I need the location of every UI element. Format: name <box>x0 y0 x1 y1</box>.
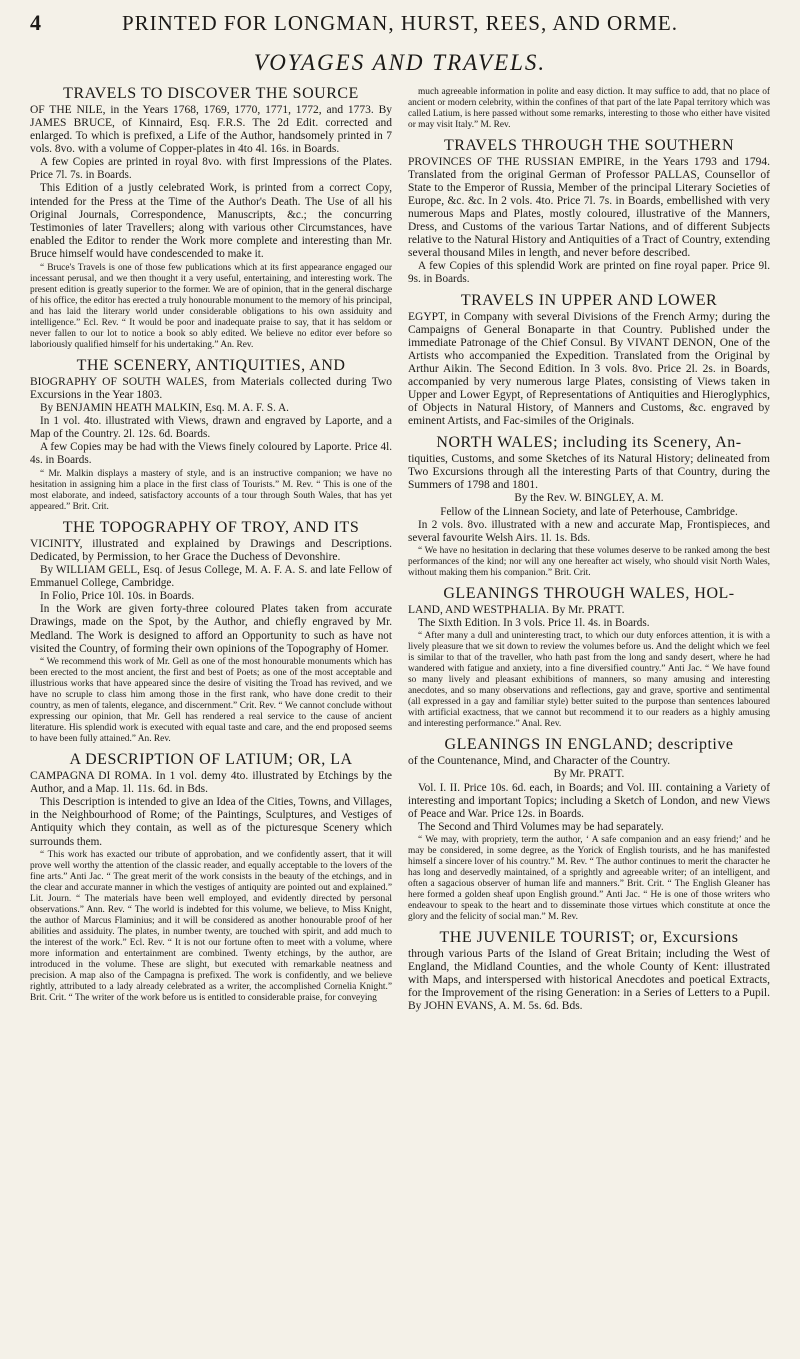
entry-review-quote: much agreeable information in polite and easy diction. It may suffice to add, that no place of ancient or modern celebrity, within the confines of that part of the late Papal territory which was called Latium, is here passed without some remarks, interesting to those who either have visited or may visit Italy.” M. Rev. <box>408 87 770 130</box>
entry-review-quote: “ This work has exacted our tribute of approbation, and we confidently assert, that it will prove well worthy the attention of the classic reader, and equally acceptable to the lovers of the fine arts.” Anti Jac. “ The great merit of the work consists in the beauty of the etchings, and in the clear and accurate manner in which the vestiges of antiquity are pointed out and explained.” Lit. Journ. “ The materials have been well employed, and evidently directed by personal observations.” Ann. Rev. “ The world is indebted for this volume, we believe, to Miss Knight, the author of Marcus Flaminius; and it will be considered as another honourable proof of her abilities and assiduity. The plates, in number twenty, are touched with spirit, and add much to the interest of the work.” Ecl. Rev. “ It is not our fortune often to meet with a volume, where more information and entertainment are combined. Twenty etchings, by the author, are introduced in the volume. These are slight, but executed with remarkable neatness and precision. A map also of the Campagna is prefixed. The work is confidently, and we believe rightly, attributed to a lady already celebrated as a writer, the accomplished Cornelia Knight.” Brit. Crit. “ The writer of the work before us is entitled to considerable praise, for conveying <box>30 849 392 1003</box>
catalogue-entry <box>30 358 392 513</box>
entry-heading: OF THE NILE, in the Years 1768, 1769, 1770, 1771, 1772, and 1773. By JAMES BRUCE, of Kinnaird, Esq. F.R.S. The 2d Edit. corrected and enlarged. To which is prefixed, a Life of the Author, handsomely printed in 7 vols. 8vo. with a volume of Copper-plates in 4to 4l. 16s. in Boards. <box>30 104 392 155</box>
entry-title: NORTH WALES; including its Scenery, An- <box>436 434 742 452</box>
entry-author-line: By the Rev. W. BINGLEY, A. M. <box>514 492 664 505</box>
catalogue-entry <box>30 752 392 1004</box>
entry-heading: EGYPT, in Company with several Divisions of the French Army; during the Campaigns of General Bonaparte in that Country. Published under the immediate Patronage of the Chief Consul. By VIVANT DENON, One of the Artists who accompanied the Expedition. Translated from the Original by Arthur Aikin. The Second Edition. In 3 vols. 8vo. Price 2l. 2s. in Boards, accompanied by very numerous large Plates, consisting of Views taken in Upper and Lower Egypt, of Representations of Antiquities and Hieroglyphics, of Objects in Natural History, of Manners and Customs, &c. engraved by eminent Artists, and Fac-similes of the Originals. <box>408 311 770 428</box>
entry-title: THE JUVENILE TOURIST; or, Excursions <box>439 929 739 947</box>
entry-paragraph: A few Copies are printed in royal 8vo. with first Impressions of the Plates. Price 7l. 7s. in Boards. <box>30 156 392 182</box>
entry-paragraph: In the Work are given forty-three coloured Plates taken from accurate Drawings, made on the Spot, by the Author, and chiefly engraved by Mr. Medland. The Work is designed to afford an Opportunity to such as have not visited the Country, of forming their own opinions of the Topography of Homer. <box>30 603 392 655</box>
entry-title: GLEANINGS IN ENGLAND; descriptive <box>444 736 734 754</box>
entry-heading: through various Parts of the Island of Great Britain; including the West of England, the Midland Counties, and the whole County of Kent: illustrated with Maps, and interspersed with historical Anecdotes and poetical Extracts, for the Improvement of the rising Generation: in a Series of Letters to a Pupil. By JOHN EVANS, A. M. 5s. 6d. Bds. <box>408 948 770 1013</box>
entry-heading: BIOGRAPHY OF SOUTH WALES, from Materials collected during Two Excursions in the Year 1803. <box>30 375 392 401</box>
entry-heading: VICINITY, illustrated and explained by Drawings and Descriptions. Dedicated, by Permission, to her Grace the Duchess of Devonshire. <box>30 537 392 563</box>
entry-review-quote: “ Bruce's Travels is one of those few publications which at its first appearance engaged our incessant perusal, and we then thought it a very useful, entertaining, and interesting work. The present edition is greatly superior to the former. We are of opinion, that in the general discharge of his office, the editor has erected a truly honourable monument to the memory of his principal, and has laid the literary world under considerable obligations to his own assiduity and intelligence.” Ecl. Rev. “ It would be poor and inadequate praise to say, that it has seldom or never fallen to our lot to notice a book so ably edited. We believe no editor ever before so laboriously qualified himself for his undertaking.” An. Rev. <box>30 262 392 350</box>
entry-title: THE TOPOGRAPHY OF TROY, AND ITS <box>62 518 360 536</box>
catalogue-entry <box>408 435 770 579</box>
entry-paragraph: This Edition of a justly celebrated Work, is printed from a correct Copy, intended for the Press at the Time of the Author's Death. The Use of all his Original Journals, Correspondence, Manuscripts, &c.; the concurring Testimonies of later Travellers; along with various other Circumstances, have enabled the Editor to render the Work more complete and interesting than Mr. Bruce himself would have condescended to make it. <box>30 182 392 261</box>
entry-review-quote: “ We recommend this work of Mr. Gell as one of the most honourable monuments which has been erected to the most ancient, the first and best of Poets; as one of the most acceptable and illustrious works that have appeared since the desire of visiting the Troad has revived, and we have no scruple to class him among those in the first rank, who have done credit to their country, as men of talents, elegance, and discernment.” Crit. Rev. “ We cannot conclude without expressing our opinion, that Mr. Gell has rendered a real service to the cause of ancient literature. His splendid work is executed with equal taste and care, and the end proposed seems to have been fully attained.” An. Rev. <box>30 657 392 745</box>
entry-review-quote: “ Mr. Malkin displays a mastery of style, and is an instructive companion; we have no hesitation in assigning him a place in the first class of Tourists.” M. Rev. “ This is one of the most elaborate, and indeed, satisfactory accounts of a tour through South Wales, that has yet appeared.” Brit. Crit. <box>30 468 392 512</box>
catalogue-entry <box>408 737 770 923</box>
columns <box>30 86 770 1020</box>
entry-review-quote: “ We have no hesitation in declaring that these volumes deserve to be ranked among the best performances of the kind; nor will any one hereafter act wisely, who should visit North Wales, without making them his companion.” Brit. Crit. <box>408 546 770 579</box>
catalogue-entry <box>30 520 392 745</box>
entry-paragraph: By WILLIAM GELL, Esq. of Jesus College, M. A. F. A. S. and late Fellow of Emmanuel College, Cambridge. <box>30 563 392 589</box>
page-header <box>30 10 770 40</box>
entry-paragraph: By BENJAMIN HEATH MALKIN, Esq. M. A. F. S. A. <box>40 401 289 414</box>
entry-title: GLEANINGS THROUGH WALES, HOL- <box>443 585 735 603</box>
entry-paragraph: A few Copies of this splendid Work are printed on fine royal paper. Price 9l. 9s. in Boards. <box>408 260 770 286</box>
entry-heading: tiquities, Customs, and some Sketches of its Natural History; delineated from Two Excursions through all the interesting Parts of that Country, during the Summers of 1798 and 1801. <box>408 453 770 492</box>
entry-paragraph: In 2 vols. 8vo. illustrated with a new and accurate Map, Frontispieces, and several favourite Welsh Airs. 1l. 1s. Bds. <box>408 518 770 545</box>
catalogue-entry <box>408 293 770 428</box>
catalogue-entry <box>30 86 392 351</box>
entry-title: TRAVELS IN UPPER AND LOWER <box>460 292 718 310</box>
catalogue-entry <box>408 930 770 1013</box>
entry-author-line: Fellow of the Linnean Society, and late of Peterhouse, Cambridge. <box>440 505 738 518</box>
entry-paragraph: A few Copies may be had with the Views finely coloured by Laporte. Price 4l. 4s. in Boards. <box>30 441 392 467</box>
left-column <box>30 86 392 1020</box>
running-title: PRINTED FOR LONGMAN, HURST, REES, AND ORME. <box>122 11 678 35</box>
catalogue-entry <box>408 138 770 286</box>
entry-review-quote: “ We may, with propriety, term the author, ‘ A safe companion and an easy friend;’ and he may be considered, in some degree, as the Yorick of English tourists, and he has manifested himself a sincere lover of his country.” M. Rev. “ The author continues to merit the character he has long and deservedly maintained, of a sprightly and agreeable writer; of an intelligent, and often a sagacious observer of human life and manners.” Brit. Crit. “ The English Gleaner has here formed a golden sheaf upon English ground.” Anti Jac. “ He is one of those writers who endeavour to speak to the heart and to disseminate those virtues which constitute at once the glory and the felicity of social man.” M. Rev. <box>408 835 770 923</box>
entry-heading: of the Countenance, Mind, and Character of the Country. <box>408 755 671 768</box>
entry-paragraph: The Second and Third Volumes may be had separately. <box>418 821 664 834</box>
catalogue-entry <box>408 87 770 131</box>
section-title: VOYAGES AND TRAVELS. <box>253 50 547 75</box>
entry-paragraph: Vol. I. II. Price 10s. 6d. each, in Boards; and Vol. III. containing a Variety of interesting and important Topics; including a Sketch of London, and new Views of Peace and War. Price 12s. in Boards. <box>408 781 770 821</box>
entry-title: TRAVELS THROUGH THE SOUTHERN <box>443 137 734 154</box>
entry-heading: LAND, AND WESTPHALIA. By Mr. PRATT. <box>408 604 625 617</box>
entry-paragraph: In Folio, Price 10l. 10s. in Boards. <box>40 590 195 603</box>
page-number: 4 <box>30 10 41 35</box>
entry-title: A DESCRIPTION OF LATIUM; OR, LA <box>69 751 353 769</box>
entry-title: TRAVELS TO DISCOVER THE SOURCE <box>63 85 359 102</box>
entry-title: THE SCENERY, ANTIQUITIES, AND <box>76 356 346 374</box>
entry-review-quote: “ After many a dull and uninteresting tract, to which our duty enforces attention, it is with a lively pleasure that we sit down to review the volumes before us. And the delight which we feel is similar to that of the traveller, who hath past from the long and sandy desert, where he had wandered with fatigue and anxiety, into a fine diversified country.” Anti Jac. “ We have found so many lively and pleasant exhibitions of manners, so many amusing and interesting anecdotes, and so many observations and reflections, gay and grave, sportive and sentimental (all expressed in a gay and familiar style) better suited to the purpose than sentences laboured with artificial exactness, that we cannot but recommend it to our readers as a highly amusing and interesting performance.” Anal. Rev. <box>408 631 770 730</box>
right-column <box>408 86 770 1020</box>
entry-paragraph: This Description is intended to give an Idea of the Cities, Towns, and Villages, in the Neighbourhood of Rome; of the Paintings, Sculptures, and Vestiges of Antiquity which they contain, as well as of the picturesque Scenery which surrounds them. <box>30 796 392 848</box>
entry-author-line: By Mr. PRATT. <box>553 768 625 781</box>
entry-paragraph: In 1 vol. 4to. illustrated with Views, drawn and engraved by Laporte, and a Map of the Country. 2l. 12s. 6d. Boards. <box>30 414 392 441</box>
entry-heading: CAMPAGNA DI ROMA. In 1 vol. demy 4to. illustrated by Etchings by the Author, and a Map. 1l. 11s. 6d. in Bds. <box>30 770 392 796</box>
catalogue-entry <box>408 586 770 730</box>
entry-heading: PROVINCES OF THE RUSSIAN EMPIRE, in the Years 1793 and 1794. Translated from the original German of Professor PALLAS, Counsellor of State to the Emperor of Russia, Member of the principal Literary Societies of Europe, &c. &c. In 2 vols. 4to. Price 7l. 7s. in Boards, embellished with very numerous Maps and Plates, mostly coloured, illustrative of the Manners, Dress, and Customs of the various Tartar Nations, and of different Subjects relative to the Natural History and Antiquities of a Tract of Country, extending several thousand Miles in length, and never before described. <box>408 156 770 259</box>
entry-paragraph: The Sixth Edition. In 3 vols. Price 1l. 4s. in Boards. <box>418 617 650 630</box>
